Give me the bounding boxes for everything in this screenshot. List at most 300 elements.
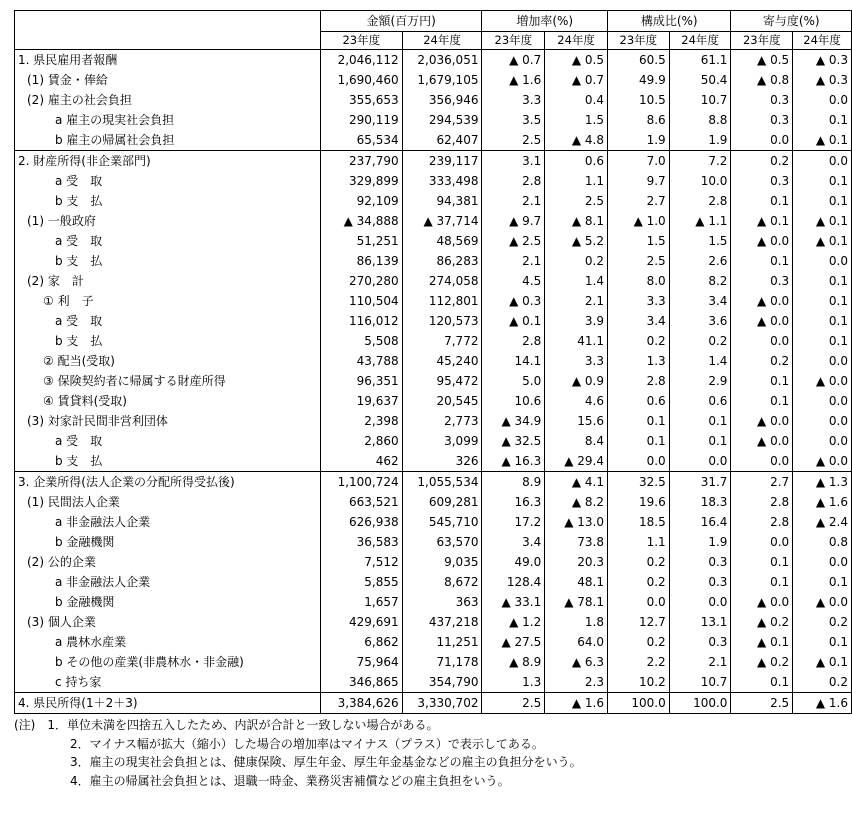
value-cell: 0.1 <box>669 411 731 431</box>
row-label: (1) 一般政府 <box>27 214 96 228</box>
table-row <box>15 371 852 391</box>
year-header: 24年度 <box>402 32 482 50</box>
value-cell: 8.0 <box>607 271 669 291</box>
row-label: 1. 県民雇用者報酬 <box>18 53 118 67</box>
footnote: 3．雇主の現実社会負担とは、健康保険、厚生年金、厚生年金基金などの雇主の負担分をいう。 <box>70 755 582 769</box>
value-cell: ▲ 0.1 <box>731 632 793 652</box>
value-cell: 112,801 <box>402 291 482 311</box>
value-cell: 9,035 <box>402 552 482 572</box>
value-cell: 0.1 <box>793 632 852 652</box>
value-cell: 0.2 <box>731 351 793 371</box>
value-cell: 18.5 <box>607 512 669 532</box>
value-cell: ▲ 9.7 <box>482 211 545 231</box>
table-row <box>15 411 852 431</box>
value-cell: 73.8 <box>545 532 608 552</box>
value-cell: ▲ 0.3 <box>793 50 852 71</box>
value-cell: ▲ 1.0 <box>607 211 669 231</box>
table-row <box>15 191 852 211</box>
value-cell: 2.2 <box>607 652 669 672</box>
value-cell: ▲ 1.6 <box>545 693 608 714</box>
table-row <box>15 171 852 191</box>
value-cell: 9.7 <box>607 171 669 191</box>
value-cell: 354,790 <box>402 672 482 693</box>
table-row <box>15 291 852 311</box>
table-row <box>15 110 852 130</box>
row-label: b その他の産業(非農林水・非金融) <box>55 655 244 669</box>
value-cell: 41.1 <box>545 331 608 351</box>
value-cell: 0.0 <box>793 351 852 371</box>
row-label: (1) 賃金・俸給 <box>27 73 108 87</box>
row-label: (3) 個人企業 <box>27 615 96 629</box>
value-cell: ▲ 1.6 <box>482 70 545 90</box>
value-cell: 3.5 <box>482 110 545 130</box>
value-cell: 0.1 <box>731 251 793 271</box>
value-cell: ▲ 5.2 <box>545 231 608 251</box>
value-cell: ▲ 0.5 <box>545 50 608 71</box>
row-label: (2) 雇主の社会負担 <box>27 93 132 107</box>
row-label: b 支 払 <box>55 194 103 208</box>
value-cell: ▲ 0.0 <box>793 592 852 612</box>
value-cell: 0.0 <box>731 451 793 472</box>
value-cell: 31.7 <box>669 472 731 493</box>
table-row <box>15 592 852 612</box>
row-label: (2) 公的企業 <box>27 555 96 569</box>
value-cell: 0.1 <box>793 572 852 592</box>
value-cell: 100.0 <box>669 693 731 714</box>
value-cell: 326 <box>402 451 482 472</box>
row-label: ② 配当(受取) <box>43 354 115 368</box>
value-cell: 346,865 <box>320 672 402 693</box>
value-cell: 0.2 <box>607 572 669 592</box>
value-cell: 2.1 <box>545 291 608 311</box>
value-cell: 2.5 <box>731 693 793 714</box>
table-row <box>15 251 852 271</box>
amount-group-header: 金額(百万円) <box>320 11 482 32</box>
value-cell: 0.1 <box>793 331 852 351</box>
value-cell: 48.1 <box>545 572 608 592</box>
value-cell: 49.0 <box>482 552 545 572</box>
value-cell: 3.4 <box>607 311 669 331</box>
value-cell: 0.0 <box>731 331 793 351</box>
value-cell: 7.0 <box>607 151 669 172</box>
value-cell: 0.1 <box>669 431 731 451</box>
value-cell: 2.7 <box>731 472 793 493</box>
row-label: a 受 取 <box>55 434 103 448</box>
value-cell: 0.1 <box>793 291 852 311</box>
value-cell: ▲ 0.0 <box>731 592 793 612</box>
value-cell: 0.2 <box>731 151 793 172</box>
value-cell: ▲ 1.1 <box>669 211 731 231</box>
row-label: b 金融機関 <box>55 535 115 549</box>
value-cell: 0.0 <box>793 431 852 451</box>
value-cell: 356,946 <box>402 90 482 110</box>
row-label: (1) 民間法人企業 <box>27 495 120 509</box>
row-label: b 支 払 <box>55 254 103 268</box>
value-cell: 0.0 <box>731 532 793 552</box>
row-label: 3. 企業所得(法人企業の分配所得受払後) <box>15 472 321 493</box>
value-cell: 7,512 <box>320 552 402 572</box>
table-row <box>15 552 852 572</box>
value-cell: 2,398 <box>320 411 402 431</box>
value-cell: 61.1 <box>669 50 731 71</box>
value-cell: ▲ 0.3 <box>793 70 852 90</box>
value-cell: 2,036,051 <box>402 50 482 71</box>
value-cell: 0.1 <box>793 171 852 191</box>
table-row <box>15 130 852 151</box>
value-cell: 2.5 <box>482 693 545 714</box>
value-cell: 2.8 <box>482 331 545 351</box>
growth-rate-group-header: 増加率(%) <box>482 11 608 32</box>
value-cell: 2.9 <box>669 371 731 391</box>
table-row <box>15 472 852 493</box>
value-cell: 49.9 <box>607 70 669 90</box>
value-cell: 16.3 <box>482 492 545 512</box>
value-cell: ▲ 0.9 <box>545 371 608 391</box>
value-cell: 1.1 <box>607 532 669 552</box>
value-cell: 2.5 <box>607 251 669 271</box>
row-label: a 受 取 <box>55 234 103 248</box>
value-cell: 20.3 <box>545 552 608 572</box>
table-row <box>15 512 852 532</box>
value-cell: 2.1 <box>482 251 545 271</box>
row-label: b 支 払 <box>55 454 103 468</box>
value-cell: 545,710 <box>402 512 482 532</box>
value-cell: 0.3 <box>669 552 731 572</box>
value-cell: 3.1 <box>482 151 545 172</box>
value-cell: ▲ 1.6 <box>793 492 852 512</box>
value-cell: 2.3 <box>545 672 608 693</box>
row-label: b 雇主の帰属社会負担 <box>55 133 175 147</box>
value-cell: 0.0 <box>793 251 852 271</box>
row-label: a 受 取 <box>55 314 103 328</box>
value-cell: 1.1 <box>545 171 608 191</box>
value-cell: 3.4 <box>669 291 731 311</box>
value-cell: 8.4 <box>545 431 608 451</box>
row-label: a 農林水産業 <box>55 635 127 649</box>
value-cell: 1,100,724 <box>320 472 402 493</box>
value-cell: 0.1 <box>731 391 793 411</box>
value-cell: 75,964 <box>320 652 402 672</box>
value-cell: 0.2 <box>669 331 731 351</box>
value-cell: 8.2 <box>669 271 731 291</box>
value-cell: ▲ 0.0 <box>731 431 793 451</box>
value-cell: 0.3 <box>731 110 793 130</box>
value-cell: 7.2 <box>669 151 731 172</box>
value-cell: ▲ 0.1 <box>482 311 545 331</box>
table-row <box>15 391 852 411</box>
row-label: b 金融機関 <box>55 595 115 609</box>
value-cell: ▲ 13.0 <box>545 512 608 532</box>
value-cell: 0.3 <box>669 632 731 652</box>
value-cell: 1.4 <box>545 271 608 291</box>
value-cell: 2.8 <box>731 512 793 532</box>
table-row <box>15 431 852 451</box>
value-cell: 2,046,112 <box>320 50 402 71</box>
item-column-header <box>15 11 321 50</box>
year-header: 23年度 <box>320 32 402 50</box>
value-cell: 10.7 <box>669 672 731 693</box>
value-cell: 8,672 <box>402 572 482 592</box>
value-cell: 0.6 <box>545 151 608 172</box>
value-cell: 2.8 <box>731 492 793 512</box>
value-cell: 2.1 <box>482 191 545 211</box>
value-cell: 0.0 <box>793 552 852 572</box>
row-label: a 雇主の現実社会負担 <box>55 113 175 127</box>
footnote: 4．雇主の帰属社会負担とは、退職一時金、業務災害補償などの雇主負担をいう。 <box>70 773 510 788</box>
value-cell: 128.4 <box>482 572 545 592</box>
value-cell: 429,691 <box>320 612 402 632</box>
prefectural-income-table <box>14 10 852 714</box>
value-cell: 0.1 <box>731 371 793 391</box>
value-cell: 116,012 <box>320 311 402 331</box>
value-cell: 0.3 <box>731 271 793 291</box>
income-distribution-sheet <box>14 10 852 790</box>
value-cell: 2.5 <box>545 191 608 211</box>
value-cell: 0.1 <box>793 271 852 291</box>
value-cell: 0.1 <box>793 311 852 331</box>
row-label: c 持ち家 <box>55 675 102 689</box>
value-cell: 51,251 <box>320 231 402 251</box>
value-cell: 1.3 <box>607 351 669 371</box>
value-cell: 8.9 <box>482 472 545 493</box>
contribution-group-header: 寄与度(%) <box>731 11 852 32</box>
value-cell: 0.1 <box>731 572 793 592</box>
value-cell: 0.0 <box>607 592 669 612</box>
value-cell: 1,657 <box>320 592 402 612</box>
value-cell: 1,679,105 <box>402 70 482 90</box>
value-cell: ▲ 2.5 <box>482 231 545 251</box>
value-cell: ▲ 34,888 <box>320 211 402 231</box>
table-body <box>15 50 852 714</box>
value-cell: ▲ 0.1 <box>731 211 793 231</box>
value-cell: 13.1 <box>669 612 731 632</box>
row-label: a 非金融法人企業 <box>55 575 151 589</box>
value-cell: 1.8 <box>545 612 608 632</box>
value-cell: ▲ 1.2 <box>482 612 545 632</box>
value-cell: ▲ 0.3 <box>482 291 545 311</box>
value-cell: ▲ 37,714 <box>402 211 482 231</box>
value-cell: ▲ 0.1 <box>793 231 852 251</box>
table-row <box>15 271 852 291</box>
value-cell: 2,773 <box>402 411 482 431</box>
row-label: (2) 家 計 <box>27 274 84 288</box>
value-cell: ▲ 0.0 <box>731 291 793 311</box>
table-row <box>15 532 852 552</box>
value-cell: 0.2 <box>607 552 669 572</box>
value-cell: 86,283 <box>402 251 482 271</box>
value-cell: 0.1 <box>607 411 669 431</box>
table-row <box>15 70 852 90</box>
value-cell: 3.4 <box>482 532 545 552</box>
table-row <box>15 693 852 714</box>
value-cell: ▲ 4.8 <box>545 130 608 151</box>
value-cell: 355,653 <box>320 90 402 110</box>
table-row <box>15 151 852 172</box>
year-header: 24年度 <box>545 32 608 50</box>
row-label: ① 利 子 <box>43 294 94 308</box>
value-cell: ▲ 27.5 <box>482 632 545 652</box>
value-cell: 270,280 <box>320 271 402 291</box>
value-cell: ▲ 0.1 <box>793 211 852 231</box>
value-cell: 1.9 <box>669 532 731 552</box>
value-cell: ▲ 33.1 <box>482 592 545 612</box>
value-cell: 0.0 <box>793 391 852 411</box>
row-label: b 支 払 <box>55 334 103 348</box>
table-row <box>15 50 852 71</box>
table-row <box>15 351 852 371</box>
value-cell: 12.7 <box>607 612 669 632</box>
value-cell: ▲ 0.7 <box>482 50 545 71</box>
value-cell: 2.6 <box>669 251 731 271</box>
value-cell: ▲ 6.3 <box>545 652 608 672</box>
value-cell: 6,862 <box>320 632 402 652</box>
value-cell: 64.0 <box>545 632 608 652</box>
value-cell: 65,534 <box>320 130 402 151</box>
value-cell: 62,407 <box>402 130 482 151</box>
row-label: a 非金融法人企業 <box>55 515 151 529</box>
value-cell: 2.5 <box>482 130 545 151</box>
value-cell: 15.6 <box>545 411 608 431</box>
row-label: a 受 取 <box>55 174 103 188</box>
value-cell: 2.8 <box>607 371 669 391</box>
value-cell: ▲ 0.1 <box>793 652 852 672</box>
value-cell: 2.8 <box>482 171 545 191</box>
value-cell: 94,381 <box>402 191 482 211</box>
value-cell: ▲ 8.9 <box>482 652 545 672</box>
value-cell: 609,281 <box>402 492 482 512</box>
value-cell: 2.7 <box>607 191 669 211</box>
value-cell: 86,139 <box>320 251 402 271</box>
value-cell: ▲ 0.8 <box>731 70 793 90</box>
value-cell: 0.2 <box>793 672 852 693</box>
value-cell: 0.6 <box>607 391 669 411</box>
value-cell: 20,545 <box>402 391 482 411</box>
value-cell: 239,117 <box>402 151 482 172</box>
value-cell: ▲ 16.3 <box>482 451 545 472</box>
table-row <box>15 331 852 351</box>
value-cell: ▲ 78.1 <box>545 592 608 612</box>
value-cell: ▲ 0.2 <box>731 652 793 672</box>
value-cell: 45,240 <box>402 351 482 371</box>
value-cell: 11,251 <box>402 632 482 652</box>
footnote: (注) 1．単位未満を四捨五入したため、内訳が合計と一致しない場合がある。 <box>14 718 439 732</box>
value-cell: 0.0 <box>669 592 731 612</box>
value-cell: 0.0 <box>731 130 793 151</box>
value-cell: 4.5 <box>482 271 545 291</box>
value-cell: 18.3 <box>669 492 731 512</box>
value-cell: 3.3 <box>545 351 608 371</box>
value-cell: ▲ 0.0 <box>793 371 852 391</box>
value-cell: 329,899 <box>320 171 402 191</box>
value-cell: 237,790 <box>320 151 402 172</box>
value-cell: 10.5 <box>607 90 669 110</box>
value-cell: ▲ 8.1 <box>545 211 608 231</box>
value-cell: 2.8 <box>669 191 731 211</box>
value-cell: ▲ 0.2 <box>731 612 793 632</box>
value-cell: 16.4 <box>669 512 731 532</box>
footnotes <box>14 716 852 790</box>
value-cell: 36,583 <box>320 532 402 552</box>
value-cell: 0.1 <box>731 552 793 572</box>
table-row <box>15 211 852 231</box>
value-cell: ▲ 0.5 <box>731 50 793 71</box>
value-cell: 0.6 <box>669 391 731 411</box>
value-cell: 0.2 <box>793 612 852 632</box>
table-row <box>15 632 852 652</box>
value-cell: 10.7 <box>669 90 731 110</box>
value-cell: ▲ 32.5 <box>482 431 545 451</box>
value-cell: 19,637 <box>320 391 402 411</box>
value-cell: 3.3 <box>607 291 669 311</box>
table-row <box>15 231 852 251</box>
value-cell: ▲ 8.2 <box>545 492 608 512</box>
value-cell: 0.1 <box>793 110 852 130</box>
value-cell: 43,788 <box>320 351 402 371</box>
value-cell: ▲ 1.6 <box>793 693 852 714</box>
value-cell: 0.0 <box>669 451 731 472</box>
year-header: 23年度 <box>607 32 669 50</box>
value-cell: 63,570 <box>402 532 482 552</box>
value-cell: 3,330,702 <box>402 693 482 714</box>
value-cell: 10.6 <box>482 391 545 411</box>
year-header: 23年度 <box>731 32 793 50</box>
value-cell: 3.9 <box>545 311 608 331</box>
value-cell: 5.0 <box>482 371 545 391</box>
table-row <box>15 492 852 512</box>
value-cell: 5,508 <box>320 331 402 351</box>
value-cell: 0.3 <box>669 572 731 592</box>
value-cell: ▲ 0.0 <box>793 451 852 472</box>
value-cell: 1.5 <box>607 231 669 251</box>
year-header: 24年度 <box>669 32 731 50</box>
value-cell: 333,498 <box>402 171 482 191</box>
value-cell: 363 <box>402 592 482 612</box>
row-label: 2. 財産所得(非企業部門) <box>15 151 321 172</box>
year-header: 23年度 <box>482 32 545 50</box>
value-cell: 100.0 <box>607 693 669 714</box>
value-cell: ▲ 0.7 <box>545 70 608 90</box>
value-cell: 1.9 <box>607 130 669 151</box>
value-cell: 48,569 <box>402 231 482 251</box>
value-cell: 274,058 <box>402 271 482 291</box>
table-row <box>15 572 852 592</box>
value-cell: 14.1 <box>482 351 545 371</box>
value-cell: 437,218 <box>402 612 482 632</box>
value-cell: 3,384,626 <box>320 693 402 714</box>
value-cell: 3.3 <box>482 90 545 110</box>
value-cell: 17.2 <box>482 512 545 532</box>
value-cell: 19.6 <box>607 492 669 512</box>
value-cell: 60.5 <box>607 50 669 71</box>
value-cell: ▲ 0.0 <box>731 411 793 431</box>
value-cell: 10.0 <box>669 171 731 191</box>
value-cell: 110,504 <box>320 291 402 311</box>
footnote: 2．マイナス幅が拡大（縮小）した場合の増加率はマイナス（プラス）で表示してある。 <box>70 736 544 751</box>
value-cell: 96,351 <box>320 371 402 391</box>
value-cell: 1,055,534 <box>402 472 482 493</box>
value-cell: 290,119 <box>320 110 402 130</box>
value-cell: 7,772 <box>402 331 482 351</box>
value-cell: 0.2 <box>607 632 669 652</box>
value-cell: 4.6 <box>545 391 608 411</box>
value-cell: 92,109 <box>320 191 402 211</box>
value-cell: 0.0 <box>793 151 852 172</box>
value-cell: 8.8 <box>669 110 731 130</box>
value-cell: 8.6 <box>607 110 669 130</box>
value-cell: 95,472 <box>402 371 482 391</box>
value-cell: 120,573 <box>402 311 482 331</box>
value-cell: 32.5 <box>607 472 669 493</box>
